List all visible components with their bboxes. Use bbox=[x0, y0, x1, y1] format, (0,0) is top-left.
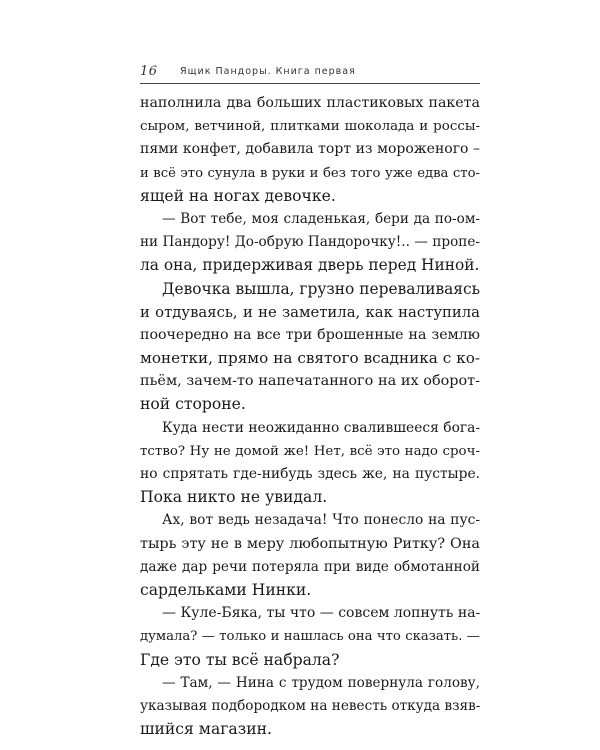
text-line: поочередно на все три брошенные на землю bbox=[140, 326, 480, 343]
paragraph bbox=[140, 509, 480, 602]
text-line: монетки, прямо на святого всадника с ко- bbox=[140, 349, 480, 368]
text-line: шийся магазин. bbox=[140, 720, 272, 739]
text-line: ящей на ногах девочке. bbox=[140, 186, 336, 205]
running-title: Ящик Пандоры. Книга первая bbox=[180, 66, 356, 77]
running-header bbox=[140, 64, 480, 82]
text-line: пями конфет, добавила торт из мороженого – bbox=[140, 141, 480, 158]
text-line: и всё это сунула в руки и без того уже едва сто- bbox=[140, 165, 480, 181]
text-line: Где это ты всё набрала? bbox=[140, 650, 340, 669]
text-line: Пока никто не увидал. bbox=[140, 488, 328, 507]
page-number: 16 bbox=[140, 64, 158, 79]
header-rule bbox=[140, 83, 480, 84]
text-line: Ах, вот ведь незадача! Что понесло на пус- bbox=[162, 512, 480, 529]
text-line: сардельками Нинки. bbox=[140, 580, 312, 599]
text-line: наполнила два больших пластиковых пакета bbox=[140, 95, 480, 111]
text-line: ни Пандору! До-обрую Пандорочку!.. — пропе- bbox=[140, 234, 480, 251]
text-line: пьём, зачем-то напечатанного на их оборот- bbox=[140, 373, 480, 390]
paragraph bbox=[140, 208, 480, 278]
text-line: даже дар речи потеряла при виде обмотанной bbox=[140, 558, 480, 575]
text-line: Девочка вышла, грузно переваливаясь bbox=[162, 279, 480, 298]
paragraph bbox=[140, 417, 480, 510]
text-line: но спрятать где-нибудь здесь же, на пустыре. bbox=[140, 466, 480, 482]
text-line: и отдуваясь, и не заметила, как наступила bbox=[140, 303, 480, 321]
text-line: ной стороне. bbox=[140, 395, 246, 414]
text-line: тырь эту не в меру любопытную Ритку? Она bbox=[140, 535, 480, 552]
paragraph bbox=[140, 278, 480, 417]
text-line: — Там, — Нина с трудом повернула голову, bbox=[162, 674, 480, 691]
text-line: тство? Ну не домой же! Нет, всё это надо сроч- bbox=[140, 443, 480, 459]
paragraph bbox=[140, 92, 480, 208]
body-text bbox=[140, 92, 480, 741]
text-line: указывая подбородком на невесть откуда взяв- bbox=[140, 697, 481, 714]
text-line: ла она, придерживая дверь перед Ниной. bbox=[140, 256, 480, 275]
paragraph bbox=[140, 672, 480, 742]
text-line: думала? — только и нашлась она что сказать. — bbox=[140, 629, 480, 645]
text-line: Куда нести неожиданно свалившееся бога- bbox=[162, 419, 480, 436]
paragraph bbox=[140, 602, 480, 672]
text-line: — Куле-Бяка, ты что — совсем лопнуть на- bbox=[162, 605, 481, 622]
text-line: — Вот тебе, моя сладенькая, бери да по-ом- bbox=[162, 210, 480, 227]
text-line: сыром, ветчиной, плитками шоколада и россы- bbox=[140, 119, 480, 135]
